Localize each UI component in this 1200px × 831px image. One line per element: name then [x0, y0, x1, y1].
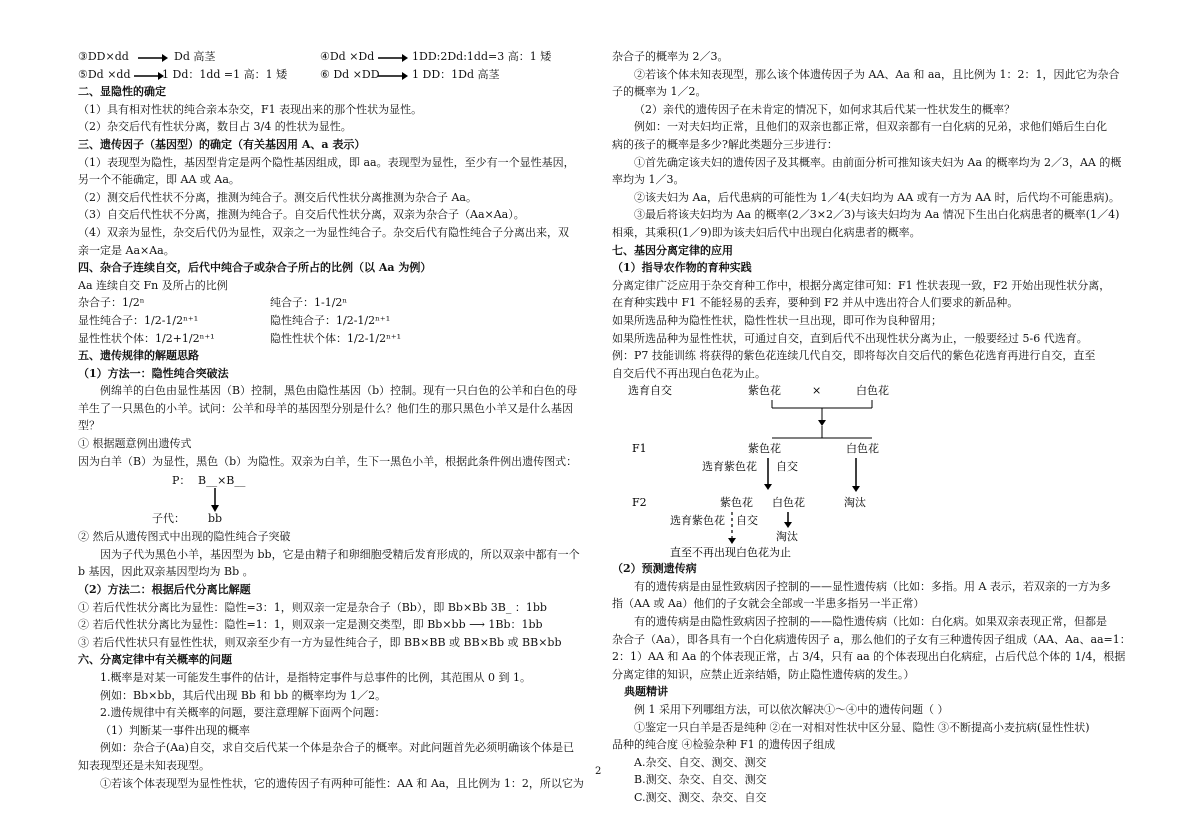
- section-5-title: 五、遗传规律的解题思路: [78, 349, 199, 363]
- diag-self-2: 自交: [736, 514, 758, 528]
- right-column: [612, 48, 1132, 807]
- arrow-icon: [378, 71, 408, 81]
- left-column: [78, 48, 598, 792]
- diag-select: 选育自交: [628, 384, 672, 398]
- diag-until: 直至不再出现白色花为止: [670, 546, 791, 560]
- page-number: 2: [595, 766, 602, 777]
- arrow-icon: [764, 484, 772, 490]
- s6-line-1: 1.概率是对某一可能发生事件的估计，是指特定事件与总事件的比例，其范围从 0 到 1。: [100, 671, 531, 684]
- pedigree-diagram: P： B__×B__ 子代： bb: [152, 474, 246, 526]
- r-line-10: ③最后将该夫妇均为 Aa 的概率(2／3×2／3)与该夫妇均为 Aa 情况下生出白化病患者的概率(1／4): [634, 208, 1120, 222]
- section-6-title: 六、分离定律中有关概率的问题: [78, 653, 232, 667]
- example-line-2: 品种的纯合度 ④检验杂种 F1 的遗传因子组成: [612, 738, 836, 752]
- down-arrow-icon: [210, 488, 220, 512]
- diag-white-f1: 白色花: [846, 442, 879, 456]
- s3-line-2: 另一个不能确定，即 AA 或 Aa。: [78, 173, 240, 187]
- example-line-1: ①鉴定一只白羊是否是纯种 ②在一对相对性状中区分显、隐性 ③不断提高小麦抗病(显性性状): [634, 720, 1090, 734]
- s7-line-11: 2：1）AA 和 Aa 的个体表现正常，占 3/4，只有 aa 的个体表现出白化病症，占后代总个体的 1/4，根据: [612, 650, 1126, 664]
- diag-purple-f1: 紫色花: [748, 442, 781, 456]
- s7-line-9: 有的遗传病是由隐性致病因子控制的——隐性遗传病（比如：白化病。如果双亲表现正常，但都是: [634, 615, 1107, 629]
- s4-intro: Aa 连续自交 Fn 及所占的比例: [78, 278, 228, 292]
- s7-line-3: 如果所选品种为隐性性状，隐性性状一旦出现，即可作为良种留用；: [612, 313, 942, 327]
- option-a: A.杂交、自交、测交、测交: [634, 755, 767, 769]
- r-line-6: 病的孩子的概率是多少?解此类题分三步进行：: [612, 137, 838, 151]
- r-line-4: （2）亲代的遗传因子在未肯定的情况下，如何求其后代某一性状发生的概率？: [634, 102, 1015, 116]
- section-2-title: 二、显隐性的确定: [78, 85, 166, 99]
- example-title: 典题精讲: [624, 685, 668, 699]
- section-4-title: 四、杂合子连续自交，后代中纯合子或杂合子所占的比例（以 Aa 为例）: [78, 261, 432, 275]
- s5-m1-line-6: ② 然后从遗传图式中出现的隐性纯合子突破: [78, 530, 291, 544]
- arrow-icon: [134, 71, 164, 81]
- s5-m2-line-2: ② 若后代性状分离比为显性：隐性=1：1，则双亲一定是测交类型，即 Bb×bb ⟶ 1Bb：1bb: [78, 618, 543, 632]
- diag-f1: F1: [632, 442, 647, 456]
- cross-row-2: ⑤Dd ×dd 1 Dd：1dd =1 高：1 矮 ⑥ Dd ×DD 1 DD：1Dd 高茎: [78, 67, 500, 81]
- arrow-icon: [378, 53, 408, 63]
- s6-line-3: 2.遗传规律中有关概率的问题，要注意理解下面两个问题：: [100, 706, 386, 720]
- s3-line-3: （2）测交后代性状不分离，推测为纯合子。测交后代性状分离推测为杂合子 Aa。: [78, 190, 477, 204]
- s7-line-12: 分离定律的知识，应禁止近亲结婚，防止隐性遗传病的发生。）: [612, 667, 915, 681]
- s5-m2-line-3: ③ 若后代性状只有显性性状，则双亲至少有一方为显性纯合子，即 BB×BB 或 BB×Bb 或 BB×bb: [78, 635, 562, 649]
- diag-self-1: 自交: [776, 460, 798, 474]
- s7-line-4: 如果所选品种为显性性状，可通过自交，直到后代不出现性状分离为止，一般要经过 5-6 代选育。: [612, 331, 1088, 345]
- r-line-2: ②若该个体未知表现型，那么该个体遗传因子为 AA、Aa 和 aa，且比例为 1：2：1，因此它为杂合: [634, 67, 1120, 81]
- s2-line-1: （1）具有相对性状的纯合亲本杂交，F1 表现出来的那个性状为显性。: [78, 102, 423, 116]
- arrow-icon: [784, 522, 792, 528]
- s5-m1-line-3: 型？: [78, 419, 100, 433]
- s4-pair-3: 显性性状个体：1/2+1/2ⁿ⁺¹ 隐性性状个体：1/2-1/2ⁿ⁺¹: [78, 331, 402, 345]
- arrow-icon: [728, 538, 736, 544]
- s3-line-4: （3）自交后代性状不分离，推测为纯合子。自交后代性状分离，双亲为杂合子（Aa×Aa）。: [78, 208, 525, 222]
- s5-m1-line-1: 例绵羊的白色由显性基因（B）控制，黑色由隐性基因（b）控制。现有一只白色的公羊和白色的母: [100, 384, 578, 398]
- arrow-icon: [818, 420, 826, 426]
- s3-line-5: （4）双亲为显性，杂交后代仍为显性，双亲之一为显性纯合子。杂交后代有隐性纯合子分离出来，双: [78, 225, 569, 239]
- example-question: 例 1 采用下列哪组方法，可以依次解决①～④中的遗传问题（ ）: [634, 703, 949, 717]
- section-3-title: 三、遗传因子（基因型）的确定（有关基因用 A、a 表示）: [78, 137, 366, 151]
- r-line-1: 杂合子的概率为 2／3。: [612, 50, 729, 63]
- s6-line-5: 例如：杂合子(Aa)自交，求自交后代某一个体是杂合子的概率。对此问题首先必须明确该个体是已: [100, 741, 575, 755]
- s2-line-2: （2）杂交后代有性状分离，数目占 3/4 的性状为显性。: [78, 120, 352, 134]
- s4-pair-1: 杂合子：1/2ⁿ 纯合子：1-1/2ⁿ: [78, 296, 348, 310]
- breeding-diagram: [612, 382, 1132, 560]
- s5-m2-line-1: ① 若后代性状分离比为显性：隐性=3：1，则双亲一定是杂合子（Bb），即 Bb×Bb 3B_ ：1bb: [78, 600, 547, 614]
- diag-discard-2: 淘汰: [776, 530, 798, 544]
- r-line-7: ①首先确定该夫妇的遗传因子及其概率。由前面分析可推知该夫妇为 Aa 的概率均为 2／3，AA 的概: [634, 155, 1122, 169]
- s7-line-7: 有的遗传病是由显性致病因子控制的——显性遗传病（比如：多指。用 A 表示，若双亲的一方为多: [634, 579, 1111, 593]
- s3-line-1: （1）表现型为隐性，基因型肯定是两个隐性基因组成，即 aa。表现型为显性，至少有一个显性基因，: [78, 155, 575, 169]
- s6-line-6: 知表现型还是未知表现型。: [78, 758, 210, 772]
- s7-line-2: 在育种实践中 F1 不能轻易的丢弃，要种到 F2 并从中选出符合人们要求的新品种。: [612, 296, 1019, 310]
- s7-sub-2: （2）预测遗传病: [612, 562, 697, 576]
- r-line-5: 例如：一对夫妇均正常，且他们的双亲也都正常，但双亲都有一白化病的兄弟，求他们婚后生白化: [634, 120, 1107, 134]
- s7-sub-1: （1）指导农作物的育种实践: [612, 261, 752, 275]
- diag-purple-p: 紫色花: [748, 384, 781, 398]
- r-line-9: ②该夫妇为 Aa，后代患病的可能性为 1／4(夫妇均为 AA 或有一方为 AA 时，后代均不可能患病)。: [634, 190, 1120, 204]
- arrow-icon: [852, 486, 860, 492]
- r-line-3: 子的概率为 1／2。: [612, 85, 707, 99]
- diag-cross: ×: [812, 384, 822, 398]
- s6-line-7: ①若该个体表现型为显性性状，它的遗传因子有两种可能性：AA 和 Aa，且比例为 1：2，所以它为: [100, 776, 584, 790]
- s5-m1-line-4: ① 根据题意例出遗传式: [78, 437, 192, 451]
- r-line-11: 相乘，其乘积(1／9)即为该夫妇后代中出现白化病患者的概率。: [612, 225, 921, 239]
- s5-m1-line-2: 羊生了一只黑色的小羊。试问：公羊和母羊的基因型分别是什么？他们生的那只黑色小羊又是什么基因: [78, 401, 573, 415]
- s5-m1-line-5: 因为白羊（B）为显性，黑色（b）为隐性。双亲为白羊，生下一黑色小羊，根据此条件例出遗传图式：: [78, 454, 578, 468]
- diag-select-purple-1: 选育紫色花: [702, 460, 757, 474]
- diag-discard-1: 淘汰: [844, 496, 866, 510]
- diag-white-f2: 白色花: [772, 496, 805, 510]
- s5-method-1: （1）方法一：隐性纯合突破法: [78, 366, 229, 380]
- diag-purple-f2: 紫色花: [720, 496, 753, 510]
- option-c: C.测交、测交、杂交、自交: [634, 791, 767, 804]
- s7-line-8: 指（AA 或 Aa）他们的子女就会全部或一半患多指另一半正常）: [612, 597, 925, 611]
- s5-m1-line-8: b 基因，因此双亲基因型均为 Bb 。: [78, 565, 254, 579]
- r-line-8: 率均为 1／3。: [612, 173, 685, 187]
- s5-m1-line-7: 因为子代为黑色小羊，基因型为 bb，它是由精子和卵细胞受精后发育形成的，所以双亲中都有一个: [100, 547, 580, 561]
- option-b: B.测交、杂交、自交、测交: [634, 773, 767, 787]
- s5-method-2: （2）方法二：根据后代分离比解题: [78, 583, 251, 597]
- section-7-title: 七、基因分离定律的应用: [612, 243, 733, 257]
- s3-line-6: 亲一定是 Aa×Aa。: [78, 243, 175, 257]
- s6-line-2: 例如：Bb×bb，其后代出现 Bb 和 bb 的概率均为 1／2。: [100, 688, 387, 702]
- diag-select-purple-2: 选育紫色花: [670, 514, 725, 528]
- s7-line-10: 杂合子（Aa），即各具有一个白化病遗传因子 a，那么他们的子女有三种遗传因子组成（AA、Aa、aa=1：: [612, 632, 1131, 646]
- cross-row-1: ③DD×dd Dd 高茎 ④Dd ×Dd 1DD:2Dd:1dd=3 高：1 矮: [78, 50, 552, 63]
- s7-line-5: 例：P7 技能训练 将获得的紫色花连续几代自交，即将每次自交后代的紫色花选育再进行自交，直至: [612, 349, 1096, 363]
- s6-line-4: （1）判断某一事件出现的概率: [100, 723, 250, 737]
- s7-line-1: 分离定律广泛应用于杂交育种工作中，根据分离定律可知：F1 性状表现一致，F2 开始出现性状分离，: [612, 278, 1111, 292]
- diag-f2: F2: [632, 496, 647, 510]
- s4-pair-2: 显性纯合子：1/2-1/2ⁿ⁺¹ 隐性纯合子：1/2-1/2ⁿ⁺¹: [78, 313, 391, 327]
- s7-line-6: 自交后代不再出现白色花为止。: [612, 366, 766, 380]
- diag-white-p: 白色花: [856, 384, 889, 398]
- arrow-icon: [138, 53, 168, 63]
